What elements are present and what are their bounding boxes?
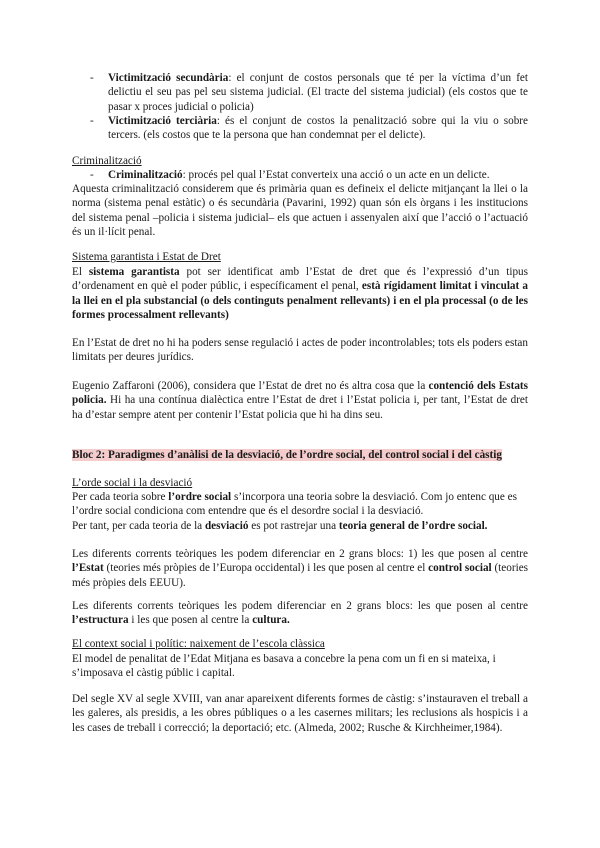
bullet-term: Victimització terciària [108,115,217,127]
text-run: El [72,266,89,278]
text-run: Hi ha una contínua dialèctica entre l’Estat de dret i l’Estat policia i, per tant, l’Estat de dret ha d’estar sempre atent per contenir l’Estat policia que hi ha dins seu. [72,394,528,421]
section-heading-context: El context social i polític: naixement de l’escola clàssica [72,638,325,650]
text-bold: cultura. [252,614,290,627]
bullet-tertiary-victimization [90,114,528,143]
section-heading-garantista: Sistema garantista i Estat de Dret [72,251,221,263]
text-run: Per cada teoria sobre [72,491,169,503]
text-run: pot ser identificat amb l’Estat de dret que és l’expressió d’un tipus d’ordenament en què el poder públic, i específicament el penal, [72,266,529,293]
paragraph-garantista-3 [72,379,528,422]
bullet-text: : el conjunt de costos personals que té per la víctima d’un fet delictiu el seu pas pel seu sistema judicial. (El tracte del sistema judicial) (els costos que te pasar x proces judicial o policia) [108,72,528,113]
paragraph-context-2: Del segle XV al segle XVIII, van anar apareixent diferents formes de càstig: s’instauraven el treball a les galeres, als presidis, a les obres públiques o a les casernes militars; les reclusions als hospicis i a les cases de treball i correcció; la deportació; etc. (Almeda, 2002; Rusche & Kirchheimer,1984). [72,693,528,734]
text-run: es pot rastrejar una [248,519,339,532]
paragraph-criminalitzacio: Aquesta criminalització considerem que és primària quan es defineix el delicte mitjançant la llei o la norma (sistema penal estàtic) o és secundària (Pavarini, 1992) quan són els òrgans i les institucions del sistema penal –policia i sistema judicial– els que actuen i assenyalen així que l’acció o l’actuació és un il·lícit penal. [72,183,528,239]
section-heading-ordre-social: L’orde social i la desviació [72,477,193,489]
text-bold: l’estructura [72,614,129,627]
bullet-term: Victimització secundària [108,72,229,84]
bullet-dash: - [90,115,94,127]
paragraph-garantista-1 [72,265,528,323]
bullet-text: : és el conjunt de costos la penalització sobre qui la viu o sobre tercers. (els costos que te la persona que han condemnat per el delicte). [108,115,528,142]
text-bold: contenció dels Estats policia. [72,380,528,407]
text-bold: està rígidament limitat i vinculat a la llei en el pla substancial (o dels continguts penalment rellevants) i en el pla processal (o de les formes processalment rellevants) [72,280,528,322]
bullet-dash: - [90,169,94,181]
paragraph-context-1: El model de penalitat de l’Edat Mitjana es basava a concebre la pena com un fi en si mateixa, i s’imposava el càstig públic i capital. [72,653,496,680]
text-bold: l’Estat [72,562,104,575]
paragraph-garantista-2: En l’Estat de dret no hi ha poders sense regulació i actes de poder incontrolables; tots els poders estan limitats per deures jurídics. [72,337,528,364]
bullet-text: : procés pel qual l’Estat converteix una acció o un acte en un delicte. [182,169,490,181]
text-bold: control social [428,562,492,575]
section-heading-criminalitzacio: Criminalització [72,155,142,167]
text-bold: l’ordre social [168,491,232,503]
text-run: Les diferents corrents teòriques les podem diferenciar en 2 grans blocs: 1) les que posen al centre [72,548,528,560]
paragraph-ordre-social-2 [72,547,528,590]
text-run: (teories més pròpies dels EEUU). [72,562,529,589]
bloc2-title [72,448,528,462]
paragraph-ordre-social-3 [72,599,528,628]
text-run: Les diferents corrents teòriques les podem diferenciar en 2 grans blocs: les que posen al centre [72,600,528,612]
bullet-secondary-victimization [90,71,528,114]
text-bold: desviació [204,519,249,532]
bullet-term: Criminalització [108,169,183,181]
bullet-criminalitzacio [90,168,528,182]
text-run: Per tant, per cada teoria de la [72,519,205,532]
bullet-dash: - [90,72,94,84]
text-bold: sistema garantista [88,266,180,278]
text-run: i les que posen al centre la [128,614,253,627]
text-run: s’incorpora una teoria sobre la desviació. Com jo entenc que es l’ordre social condiciona com entendre que és el desordre social i la desviació. [72,491,517,518]
text-run: (teories més pròpies de l’Europa occidental) i les que posen al centre el [103,562,429,575]
bloc2-title-text: Bloc 2: Paradigmes d’anàlisi de la desviació, de l’ordre social, del control social i del càstig [72,449,502,461]
paragraph-ordre-social-1 [72,490,528,533]
text-bold: teoria general de l’ordre social. [338,519,488,532]
text-run: Eugenio Zaffaroni (2006), considera que l’Estat de dret no és altra cosa que la [72,380,429,392]
